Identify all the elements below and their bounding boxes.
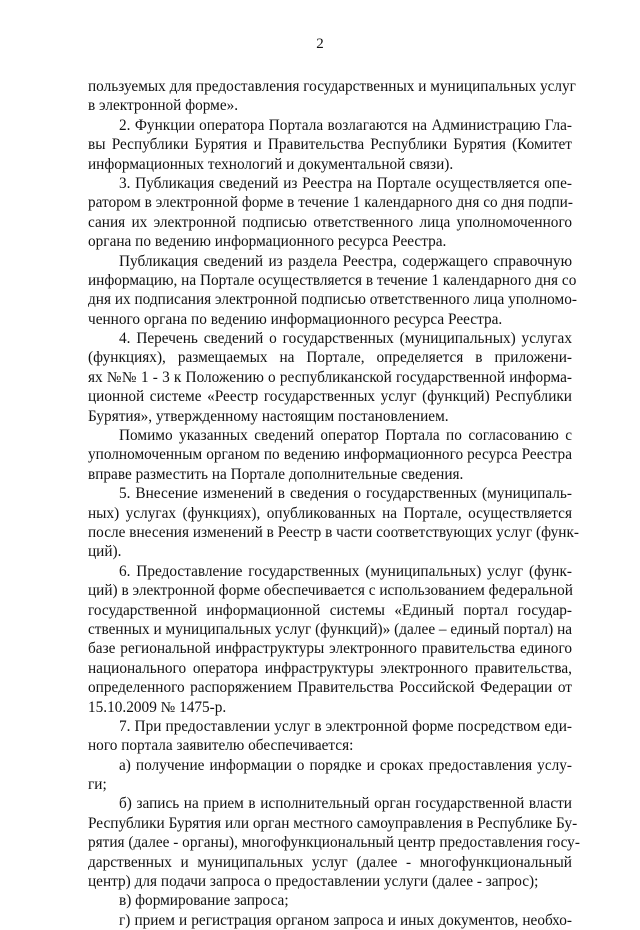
text-line: 6. Предоставление государственных (муниципальных) услуг (функ-	[119, 562, 572, 580]
text-line: государственной информационной системы «Единый портал государ-	[88, 601, 572, 619]
text-line: ях №№ 1 - 3 к Положению о республиканской государственной информа-	[88, 368, 572, 386]
text-line: национального оператора инфраструктуры электронного правительства,	[88, 659, 572, 677]
text-line: дня их подписания электронной подписью ответственного лица уполномо-	[88, 291, 577, 309]
text-line: в) формирование запроса;	[119, 892, 289, 910]
text-line: Публикация сведений из раздела Реестра, содержащего справочную	[119, 252, 572, 270]
text-line: дарственных и муниципальных услуг (далее - многофункциональный	[88, 853, 572, 871]
text-line: (функциях), размещаемых на Портале, определяется в приложени-	[88, 349, 572, 367]
text-line: ги;	[88, 776, 107, 794]
text-line: 4. Перечень сведений о государственных (муниципальных) услугах	[119, 330, 572, 348]
text-line: ций) в электронной форме обеспечивается с использованием федеральной	[88, 582, 573, 600]
text-line: вправе разместить на Портале дополнительные сведения.	[88, 465, 464, 483]
text-line: определенного распоряжением Правительства Российской Федерации от	[88, 679, 572, 697]
text-line: б) запись на прием в исполнительный орган государственной власти	[119, 795, 572, 813]
text-line: Помимо указанных сведений оператор Портала по согласованию с	[119, 427, 572, 445]
text-line: ченного органа по ведению информационного ресурса Реестра.	[88, 310, 503, 328]
text-line: ных) услугах (функциях), опубликованных на Портале, осуществляется	[88, 504, 572, 522]
text-line: Бурятия», утвержденному настоящим постановлением.	[88, 407, 449, 425]
text-line: базе региональной инфраструктуры электронного правительства единого	[88, 640, 572, 658]
text-line: ций).	[88, 543, 122, 561]
text-line: 7. При предоставлении услуг в электронной форме посредством еди-	[119, 717, 572, 735]
text-line: ственных и муниципальных услуг (функций)» (далее – единый портал) на	[88, 620, 573, 638]
text-line: сания их электронной подписью ответственного лица уполномоченного	[88, 213, 572, 231]
text-line: центр) для подачи запроса о предоставлении услуги (далее - запрос);	[88, 873, 539, 891]
text-line: 5. Внесение изменений в сведения о государственных (муниципаль-	[119, 485, 572, 503]
text-line: пользуемых для предоставления государственных и муниципальных услуг	[88, 78, 576, 95]
text-line: а) получение информации о порядке и сроках предоставления услу-	[119, 756, 572, 774]
text-line: вы Республики Бурятия и Правительства Республики Бурятия (Комитет	[88, 136, 572, 154]
text-line: информацию, на Портале осуществляется в течение 1 календарного дня со	[88, 271, 577, 289]
document-body	[88, 77, 580, 930]
text-line: г) прием и регистрация органом запроса и иных документов, необхо-	[119, 911, 572, 929]
text-line: в электронной форме».	[88, 97, 239, 115]
text-line: 3. Публикация сведений из Реестра на Портале осуществляется опе-	[119, 174, 572, 192]
text-line: Республики Бурятия или орган местного самоуправления в Республике Бу-	[88, 814, 578, 832]
text-line: ционной системе «Реестр государственных услуг (функций) Республики	[88, 388, 572, 406]
text-line: ратором в электронной форме в течение 1 календарного дня со дня подпи-	[88, 194, 573, 212]
page-number: 2	[316, 36, 324, 52]
text-line: рятия (далее - органы), многофункциональный центр предоставления госу-	[88, 834, 580, 852]
text-line: ного портала заявителю обеспечивается:	[88, 737, 354, 755]
text-line: информационных технологий и документальной связи).	[88, 155, 454, 173]
text-line: 2. Функции оператора Портала возлагаются на Администрацию Гла-	[119, 116, 572, 134]
text-line: после внесения изменений в Реестр в части соответствующих услуг (функ-	[88, 523, 579, 541]
text-line: уполномоченным органом по ведению информационного ресурса Реестра	[88, 446, 572, 464]
text-line: органа по ведению информационного ресурса Реестра.	[88, 233, 447, 251]
text-line: 15.10.2009 № 1475-р.	[88, 698, 227, 716]
